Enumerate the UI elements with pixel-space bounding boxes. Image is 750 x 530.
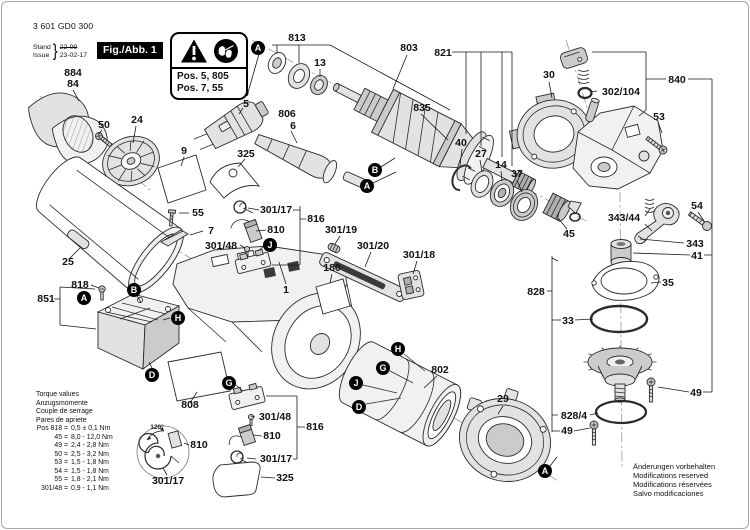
part-label: 301/20	[356, 240, 390, 252]
part-label: 851	[37, 293, 55, 305]
callout-j	[263, 238, 277, 252]
part-label: 816	[307, 213, 325, 225]
gasket-35	[592, 261, 659, 300]
crown-gear	[584, 346, 657, 403]
part-label: 810	[263, 430, 281, 442]
callout-b	[127, 283, 141, 297]
brush-spring-301-17-top	[234, 201, 253, 213]
part-label: 25	[62, 256, 74, 268]
part-label: 810	[267, 224, 285, 236]
torque-row: 54 = 1,5 - 1,8 Nm	[54, 467, 109, 475]
detail-view-120deg	[137, 423, 189, 478]
revision-label-issue: Issue	[33, 52, 50, 59]
part-label: 828/4	[560, 410, 588, 422]
torque-table	[36, 391, 113, 493]
torque-row: 45 = 8,0 - 12,0 Nm	[54, 433, 113, 441]
part-label: 802	[431, 364, 449, 376]
power-plug-805	[190, 94, 273, 159]
part-label: 180	[323, 262, 341, 274]
part-label: 808	[181, 399, 199, 411]
callout-g	[222, 376, 236, 390]
spindle-lock-button	[559, 46, 589, 69]
torque-title: Anzugsmomente	[36, 399, 88, 407]
svg-text:A: A	[363, 181, 371, 192]
part-label: 41	[691, 250, 703, 262]
spring-pin-301-19	[327, 242, 341, 253]
part-label: 343	[686, 238, 704, 250]
part-label: 6	[290, 120, 296, 132]
torque-row: Pos 818 = 0,5 ± 0,1 Nm	[36, 425, 111, 432]
part-label: 840	[668, 74, 686, 86]
cord-sleeve-806	[252, 128, 339, 184]
part-label: 884	[64, 67, 82, 79]
figure-label: Fig./Abb. 1	[97, 42, 163, 59]
part-label: 14	[495, 159, 507, 171]
part-label: 7	[208, 225, 214, 237]
torque-row: 301/48 = 0,9 - 1,1 Nm	[40, 484, 109, 492]
part-label: 29	[497, 393, 509, 405]
o-ring-302-104	[579, 88, 592, 98]
part-label: 30	[543, 69, 555, 81]
part-label: 37	[511, 168, 523, 180]
part-label: 302/104	[602, 86, 640, 98]
wear-gloves-icon	[213, 38, 239, 64]
safety-note-box	[170, 32, 248, 100]
product-code: 3 601 GD0 300	[33, 21, 94, 31]
part-label: 13	[314, 57, 326, 69]
revision-date-new: 23-02-17	[59, 52, 87, 59]
torque-title: Couple de serrage	[36, 408, 93, 415]
part-label: 806	[278, 108, 296, 120]
svg-text:J: J	[353, 378, 359, 389]
bearing-813a	[265, 50, 289, 77]
svg-text:B: B	[130, 285, 138, 296]
torque-row: 55 = 1,8 - 2,1 Nm	[54, 476, 109, 483]
label-sticker-808	[168, 352, 233, 401]
notice-line: Modifications réservées	[633, 480, 712, 489]
part-label: 818	[71, 279, 89, 291]
modification-notices	[633, 462, 715, 498]
part-label: 301/48	[204, 240, 238, 252]
part-label: 301/17	[259, 204, 293, 216]
notice-line: Änderungen vorbehalten	[633, 462, 716, 471]
svg-text:D: D	[148, 370, 156, 381]
part-label: 301/17	[259, 453, 293, 465]
callout-g	[376, 361, 390, 375]
part-label: 301/19	[324, 224, 358, 236]
cover-325-top	[210, 163, 259, 198]
part-label: 55	[192, 207, 204, 219]
part-label: 343/44	[607, 212, 641, 224]
torque-row: 50 = 2,5 - 3,2 Nm	[54, 450, 109, 458]
bearing-13	[307, 72, 330, 97]
torque-title: Torque values	[36, 391, 79, 398]
safety-note-line-2: Pos. 7, 55	[177, 83, 224, 94]
lock-spring	[578, 70, 589, 84]
safety-note-line-1: Pos. 5, 805	[177, 71, 229, 82]
svg-text:H: H	[394, 344, 402, 355]
part-label: 84	[67, 78, 79, 90]
callout-d	[145, 368, 159, 382]
svg-text:A: A	[80, 293, 88, 304]
end-cap-301-18	[398, 270, 425, 300]
part-label: 9	[181, 145, 187, 157]
torque-row: 49 = 2,4 - 2,8 Nm	[54, 442, 109, 449]
part-label: 821	[434, 47, 452, 59]
part-label: 1	[283, 284, 289, 296]
notice-line: Modifications reserved	[633, 471, 709, 480]
lever-343	[635, 203, 679, 243]
revision-brace: }	[52, 41, 58, 62]
cover-325-bottom	[213, 462, 260, 497]
part-label: 813	[288, 32, 306, 44]
screw-49-left	[590, 421, 598, 445]
part-label: 810	[190, 439, 208, 451]
cover-851	[98, 294, 179, 369]
part-label: 301/18	[402, 249, 436, 261]
part-label: 816	[306, 421, 324, 433]
part-label: 301/17	[151, 475, 185, 487]
spring-343-44	[645, 199, 654, 213]
part-label: 828	[527, 286, 545, 298]
part-label: 24	[131, 114, 143, 126]
part-label: 325	[276, 472, 294, 484]
svg-text:A: A	[541, 466, 549, 477]
warning-triangle-icon	[180, 38, 208, 64]
part-label: 33	[562, 315, 574, 327]
callout-h	[171, 311, 185, 325]
ring-813b	[284, 60, 314, 92]
carbon-brush-810-bottom	[225, 425, 255, 450]
callout-b	[368, 163, 382, 177]
torque-row: 53 = 1,5 - 1,8 Nm	[54, 459, 109, 466]
part-label: 301/48	[258, 411, 292, 423]
part-label: 45	[563, 228, 575, 240]
callout-j	[349, 376, 363, 390]
part-label: 27	[475, 148, 487, 160]
part-label: 325	[237, 148, 255, 160]
svg-text:J: J	[267, 240, 273, 251]
svg-text:G: G	[379, 363, 387, 374]
revision-label-stand: Stand	[33, 44, 51, 51]
part-label: 54	[691, 200, 703, 212]
svg-text:A: A	[254, 43, 262, 54]
cover-325-hole	[229, 169, 237, 177]
part-label: 835	[413, 102, 431, 114]
part-label: 49	[561, 425, 573, 437]
revision-info	[33, 41, 87, 62]
screw-818	[99, 286, 105, 300]
svg-text:D: D	[355, 402, 363, 413]
revision-date-old: 22-09	[59, 44, 78, 51]
screw-54	[687, 210, 713, 233]
callout-a	[538, 464, 552, 478]
torque-title: Pares de apriete	[36, 416, 87, 424]
part-label: 40	[455, 137, 467, 149]
svg-text:B: B	[371, 165, 379, 176]
screw-49-right	[647, 378, 655, 402]
part-label: 35	[662, 277, 674, 289]
callout-a	[251, 41, 265, 55]
part-label: 5	[243, 98, 249, 110]
part-label: 803	[400, 42, 418, 54]
callout-a	[360, 179, 374, 193]
part-label: 49	[690, 387, 702, 399]
callout-h	[391, 342, 405, 356]
svg-text:H: H	[174, 313, 182, 324]
notice-line: Salvo modificaciones	[633, 489, 704, 498]
o-ring-33	[591, 306, 647, 332]
svg-text:G: G	[225, 378, 233, 389]
detail-angle-label: 120°	[150, 424, 164, 431]
part-label: 50	[98, 119, 110, 131]
part-label: 53	[653, 111, 665, 123]
callout-a	[77, 291, 91, 305]
o-ring-828-4	[596, 401, 646, 423]
callout-d	[352, 400, 366, 414]
